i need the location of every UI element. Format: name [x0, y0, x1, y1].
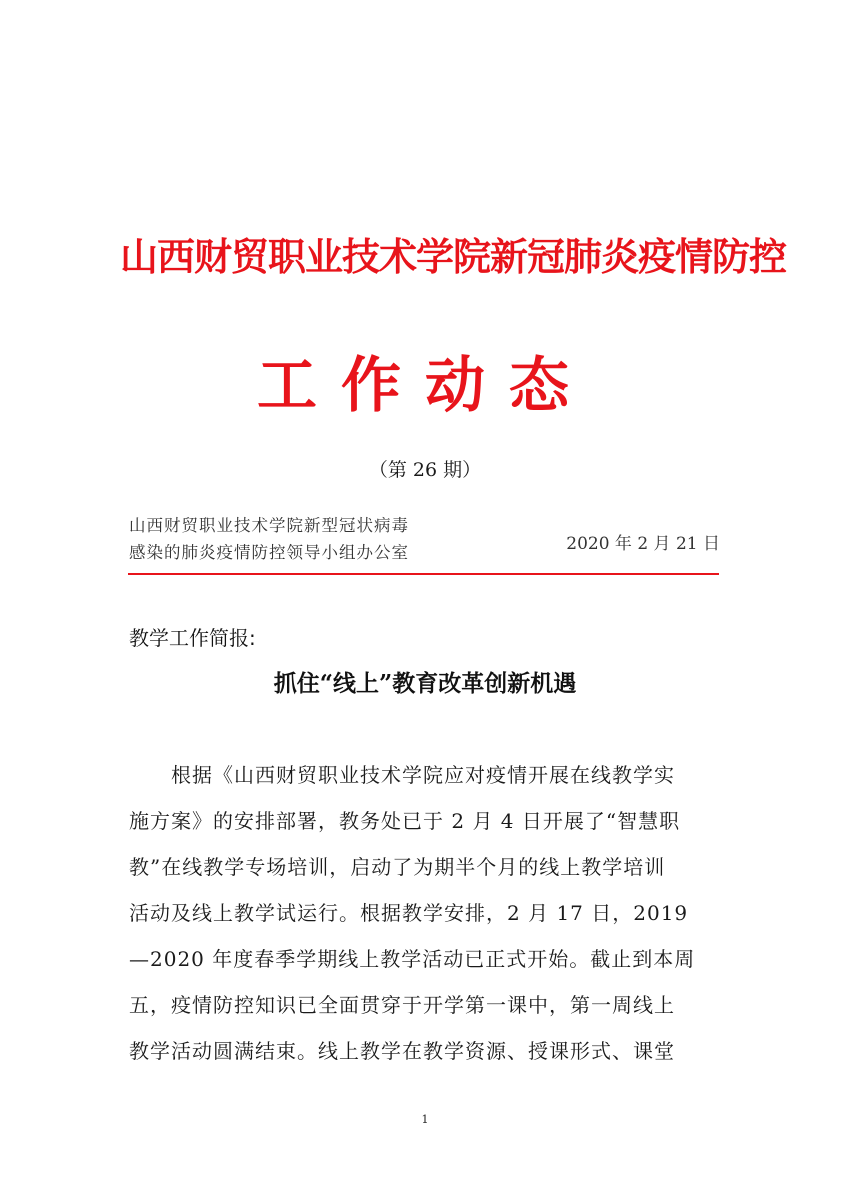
issue-date: 2020 年 2 月 21 日: [566, 534, 720, 554]
body-line: 五，疫情防控知识已全面贯穿于开学第一课中，第一周线上: [129, 993, 675, 1017]
issuing-office-line: 感染的肺炎疫情防控领导小组办公室: [129, 543, 409, 562]
issuing-office: [129, 512, 489, 566]
document-header-subtitle: 工作动态: [257, 351, 593, 421]
document-header-title: 山西财贸职业技术学院新冠肺炎疫情防控: [120, 235, 787, 279]
header-divider: [128, 573, 719, 575]
section-label: 教学工作简报:: [129, 626, 256, 650]
article-title: 抓住“线上”教育改革创新机遇: [273, 670, 577, 697]
issue-number: （第 26 期）: [368, 459, 482, 481]
body-line: 施方案》的安排部署，教务处已于 2 月 4 日开展了“智慧职: [129, 809, 681, 833]
body-line: 教”在线教学专场培训，启动了为期半个月的线上教学培训: [129, 855, 666, 879]
body-line: 根据《山西财贸职业技术学院应对疫情开展在线教学实: [171, 763, 675, 787]
page-number: 1: [421, 1113, 429, 1126]
issuing-office-line: 山西财贸职业技术学院新型冠状病毒: [129, 516, 409, 535]
body-line: 教学活动圆满结束。线上教学在教学资源、授课形式、课堂: [129, 1039, 675, 1063]
article-body: [129, 752, 721, 1074]
body-line: —2020 年度春季学期线上教学活动已正式开始。截止到本周: [129, 947, 696, 971]
body-line: 活动及线上教学试运行。根据教学安排，2 月 17 日，2019: [129, 901, 689, 925]
